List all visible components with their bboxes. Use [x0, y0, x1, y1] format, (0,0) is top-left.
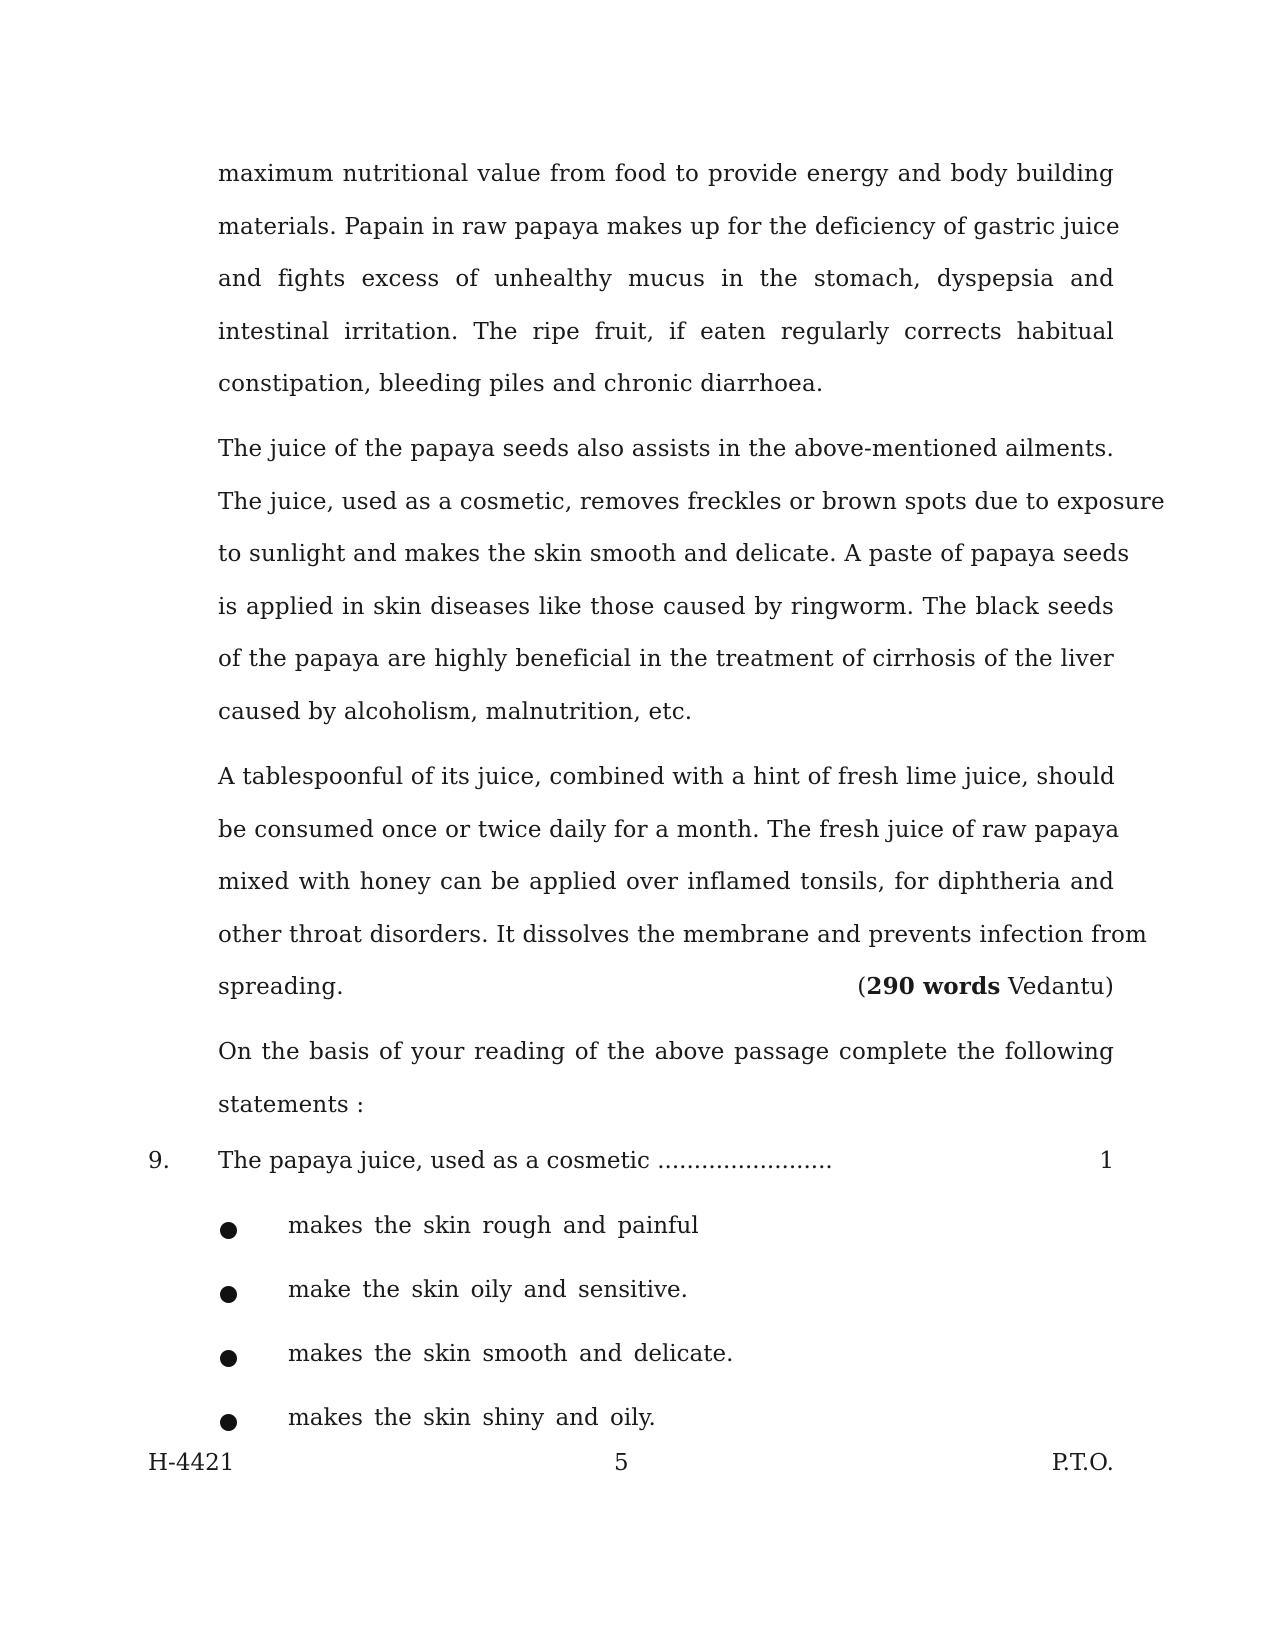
passage-line: materials. Papain in raw papaya makes up for the deficiency of gastric juice [218, 213, 1120, 240]
word-count: 290 words [866, 973, 1001, 1000]
bullet-icon [220, 1222, 237, 1239]
passage-line: to sunlight and makes the skin smooth and delicate. A paste of papaya seeds [218, 541, 1130, 567]
passage-line: spreading. [218, 974, 344, 1000]
bullet-icon [220, 1350, 237, 1367]
passage-line: of the papaya are highly beneficial in the treatment of cirrhosis of the liver [218, 646, 1114, 672]
bullet-icon [220, 1286, 237, 1303]
passage-paragraph-1 [218, 148, 1120, 411]
passage-line: A tablespoonful of its juice, combined with a hint of fresh lime juice, should [218, 764, 1115, 790]
bullet-icon [220, 1414, 237, 1431]
page-footer [148, 1450, 1114, 1486]
passage-line: constipation, bleeding piles and chronic diarrhoea. [218, 371, 824, 397]
passage-line: be consumed once or twice daily for a month. The fresh juice of raw papaya [218, 816, 1120, 843]
question-marks: 1 [1099, 1148, 1114, 1174]
paper-code: H-4421 [148, 1450, 235, 1476]
passage-last-line-with-source [218, 961, 1114, 1014]
option-text: make the skin oily and sensitive. [288, 1277, 688, 1303]
passage-line: other throat disorders. It dissolves the membrane and prevents infection from [218, 921, 1148, 948]
passage-line: and fights excess of unhealthy mucus in the stomach, dyspepsia and [218, 266, 1114, 292]
option-1 [218, 1213, 918, 1249]
instruction-line: statements : [218, 1091, 365, 1118]
passage-line: maximum nutritional value from food to provide energy and body building [218, 161, 1114, 187]
option-4 [218, 1405, 918, 1441]
source-open-paren: ( [857, 974, 867, 1000]
option-3 [218, 1341, 918, 1377]
passage-line: is applied in skin diseases like those caused by ringworm. The black seeds [218, 593, 1114, 620]
passage-line: The juice, used as a cosmetic, removes freckles or brown spots due to exposure [218, 488, 1165, 515]
option-text: makes the skin rough and painful [288, 1213, 699, 1239]
option-2 [218, 1277, 918, 1313]
question-number: 9. [148, 1148, 170, 1174]
passage-paragraph-3 [218, 751, 1148, 1014]
question-instruction [218, 1026, 1114, 1131]
instruction-line: On the basis of your reading of the above passage complete the following [218, 1039, 1114, 1065]
passage-source-citation [857, 961, 1114, 1014]
source-name: Vedantu) [1000, 974, 1114, 1000]
passage-paragraph-2 [218, 423, 1165, 738]
passage-line: mixed with honey can be applied over inflamed tonsils, for diphtheria and [218, 869, 1114, 895]
passage-line: The juice of the papaya seeds also assists in the above-mentioned ailments. [218, 436, 1114, 462]
please-turn-over: P.T.O. [1051, 1450, 1114, 1476]
question-text: The papaya juice, used as a cosmetic ........................ [218, 1148, 833, 1174]
page-number: 5 [614, 1450, 629, 1476]
question-9 [148, 1148, 1114, 1188]
passage-line: caused by alcoholism, malnutrition, etc. [218, 698, 693, 725]
option-text: makes the skin shiny and oily. [288, 1405, 656, 1431]
passage-line: intestinal irritation. The ripe fruit, if eaten regularly corrects habitual [218, 318, 1114, 345]
option-text: makes the skin smooth and delicate. [288, 1341, 734, 1367]
